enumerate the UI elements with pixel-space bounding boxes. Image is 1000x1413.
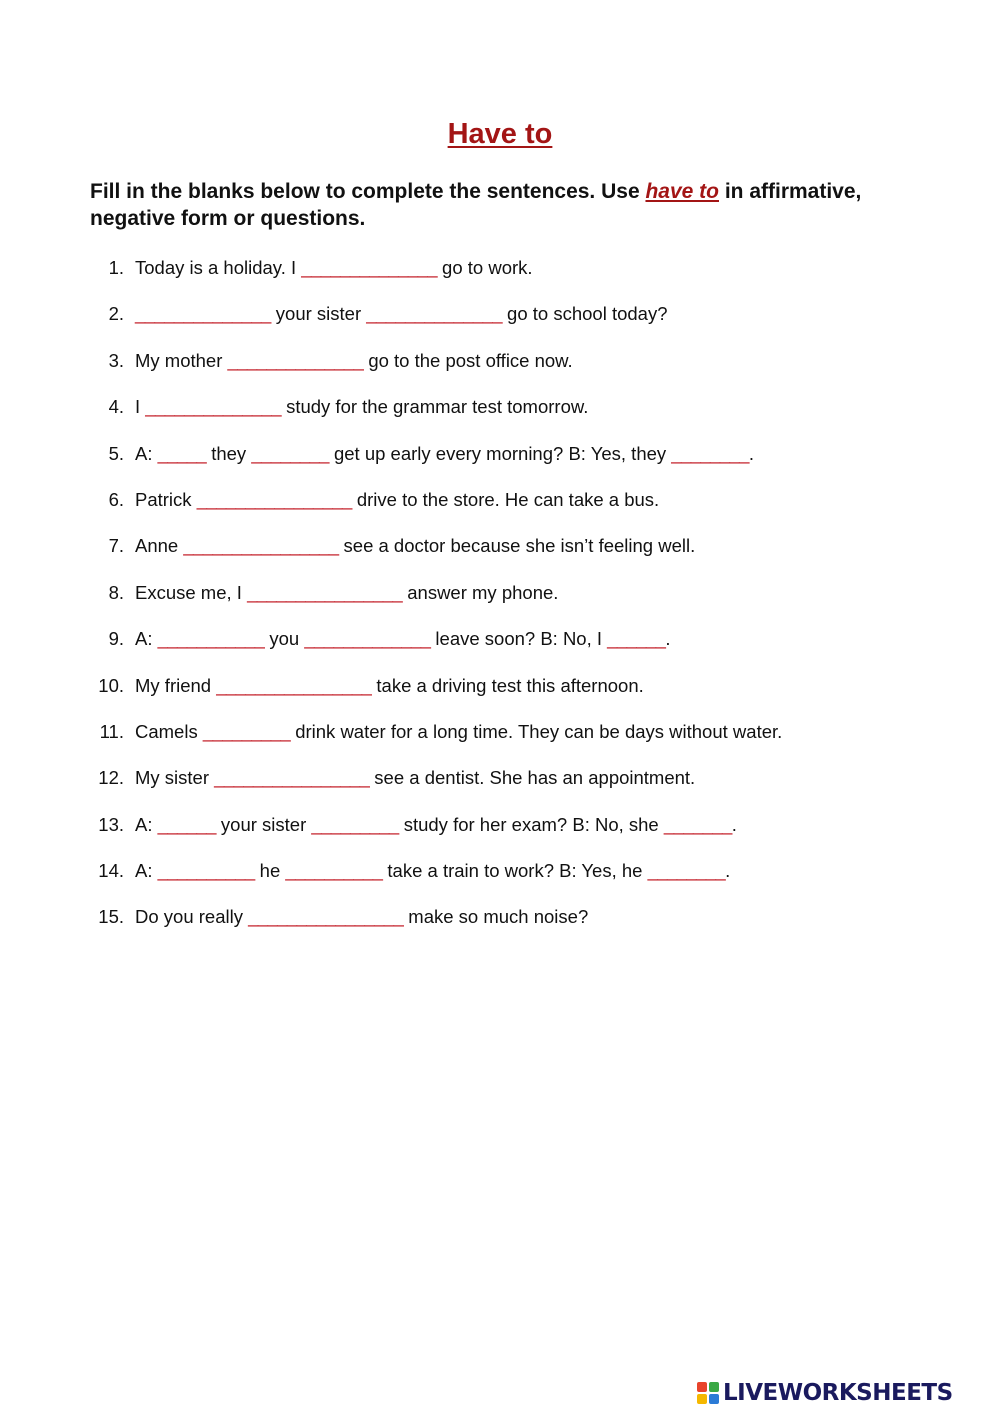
question-segment: they <box>206 442 252 464</box>
question-segment: your sister <box>215 813 312 835</box>
question-item <box>0 857 1000 903</box>
question-segment: My sister <box>135 767 215 789</box>
question-text <box>135 718 782 746</box>
question-number: 5. <box>108 442 124 464</box>
answer-blank[interactable]: _________ <box>311 813 399 835</box>
answer-blank[interactable]: _______ <box>663 813 732 835</box>
question-item <box>0 486 1000 532</box>
question-number: 14. <box>98 860 124 882</box>
question-text <box>135 254 533 282</box>
question-text <box>135 393 588 421</box>
answer-blank[interactable]: ________________ <box>183 535 339 557</box>
question-text <box>135 764 695 792</box>
question-text <box>135 672 644 700</box>
answer-blank[interactable]: _________ <box>202 720 291 742</box>
question-item <box>0 718 1000 764</box>
question-segment: Anne <box>135 535 184 557</box>
question-segment: A: <box>135 813 158 835</box>
answer-blank[interactable]: ______________ <box>145 396 281 418</box>
answer-blank[interactable]: ______________ <box>135 303 271 325</box>
answer-blank[interactable]: ______________ <box>301 257 437 278</box>
question-segment: see a doctor because she isn’t feeling well. <box>338 535 696 557</box>
question-segment: Do you really <box>135 906 249 928</box>
question-segment: go to school today? <box>501 303 668 325</box>
logo-square <box>709 1394 719 1404</box>
question-segment: you <box>264 628 305 650</box>
question-segment: My mother <box>135 349 228 371</box>
question-segment: . <box>725 860 731 882</box>
question-number: 6. <box>108 488 124 510</box>
instructions-text: Fill in the blanks below to complete the sentences. Use <box>90 180 646 203</box>
question-number: 10. <box>98 674 124 696</box>
question-text <box>135 300 668 328</box>
question-segment: drink water for a long time. They can be days without water. <box>290 720 783 742</box>
answer-blank[interactable]: _____ <box>157 442 207 464</box>
answer-blank[interactable]: ________________ <box>196 488 352 510</box>
question-segment: . <box>731 813 737 835</box>
answer-blank[interactable]: _____________ <box>304 628 431 650</box>
question-segment: see a dentist. She has an appointment. <box>369 767 696 789</box>
answer-blank[interactable]: ________ <box>671 442 749 464</box>
question-number: 2. <box>108 303 124 325</box>
question-segment: he <box>254 860 286 882</box>
instructions-keyword: have to <box>645 180 719 203</box>
question-number: 4. <box>108 396 124 418</box>
question-number: 9. <box>108 628 124 650</box>
question-segment: make so much noise? <box>403 906 589 928</box>
question-text <box>135 486 659 514</box>
question-item <box>0 672 1000 718</box>
question-segment: A: <box>135 860 158 882</box>
page-title: Have to <box>447 118 553 150</box>
question-segment: take a driving test this afternoon. <box>371 674 644 696</box>
question-item <box>0 393 1000 439</box>
question-text <box>135 440 754 468</box>
question-number: 12. <box>98 767 124 789</box>
question-list <box>0 254 1000 950</box>
question-item <box>0 440 1000 486</box>
question-number: 15. <box>98 906 124 928</box>
answer-blank[interactable]: ___________ <box>157 628 265 650</box>
question-segment: Today is a holiday. I <box>135 257 302 278</box>
answer-blank[interactable]: __________ <box>285 860 383 882</box>
question-number: 7. <box>108 535 124 557</box>
answer-blank[interactable]: ________________ <box>247 581 403 603</box>
question-segment: drive to the store. He can take a bus. <box>351 488 660 510</box>
question-number: 1. <box>108 257 124 278</box>
question-segment: . <box>748 442 754 464</box>
question-text <box>135 857 730 885</box>
question-item <box>0 903 1000 949</box>
question-segment: . <box>665 628 671 650</box>
question-segment: study for the grammar test tomorrow. <box>280 396 589 418</box>
question-number: 3. <box>108 349 124 371</box>
question-segment: A: <box>135 442 158 464</box>
question-item <box>0 764 1000 810</box>
question-item <box>0 625 1000 671</box>
answer-blank[interactable]: ________ <box>647 860 726 882</box>
question-item <box>0 811 1000 857</box>
answer-blank[interactable]: ________________ <box>214 767 370 789</box>
answer-blank[interactable]: ______ <box>607 628 666 650</box>
logo-square <box>697 1394 707 1404</box>
question-item <box>0 532 1000 578</box>
question-item <box>0 300 1000 346</box>
question-segment: study for her exam? B: No, she <box>398 813 664 835</box>
question-text <box>135 903 588 931</box>
question-number: 13. <box>98 813 124 835</box>
question-segment: answer my phone. <box>402 581 559 603</box>
logo-text: LIVEWORKSHEETS <box>723 1380 953 1406</box>
logo-square <box>697 1382 707 1392</box>
answer-blank[interactable]: ________ <box>251 442 329 464</box>
question-segment: A: <box>135 628 158 650</box>
question-segment: go to the post office now. <box>363 349 573 371</box>
liveworksheets-logo-icon <box>697 1382 719 1404</box>
answer-blank[interactable]: ______________ <box>366 303 502 325</box>
question-text <box>135 625 670 653</box>
question-segment: Excuse me, I <box>135 581 248 603</box>
question-segment: I <box>135 396 146 418</box>
question-segment: Camels <box>135 720 203 742</box>
question-segment: your sister <box>270 303 367 325</box>
answer-blank[interactable]: ______________ <box>227 349 364 371</box>
instructions <box>90 178 890 232</box>
question-segment: go to work. <box>436 257 533 278</box>
question-number: 8. <box>108 581 124 603</box>
instructions-text-end: in affirmative, negative form or questions. <box>90 180 862 230</box>
question-text <box>135 532 695 560</box>
question-segment: take a train to work? B: Yes, he <box>382 860 648 882</box>
answer-blank[interactable]: ________________ <box>216 674 372 696</box>
question-segment: get up early every morning? B: Yes, they <box>328 442 672 464</box>
answer-blank[interactable]: ______ <box>157 813 216 835</box>
footer-logo <box>697 1377 953 1409</box>
answer-blank[interactable]: ________________ <box>248 906 404 928</box>
answer-blank[interactable]: __________ <box>157 860 255 882</box>
question-segment: leave soon? B: No, I <box>430 628 608 650</box>
question-item <box>0 254 1000 300</box>
question-number: 11. <box>99 720 124 742</box>
question-text <box>135 811 737 839</box>
question-text <box>135 347 573 375</box>
logo-square <box>709 1382 719 1392</box>
question-item <box>0 579 1000 625</box>
question-segment: Patrick <box>135 488 197 510</box>
question-text <box>135 579 558 607</box>
question-segment: My friend <box>135 674 217 696</box>
question-item <box>0 347 1000 393</box>
